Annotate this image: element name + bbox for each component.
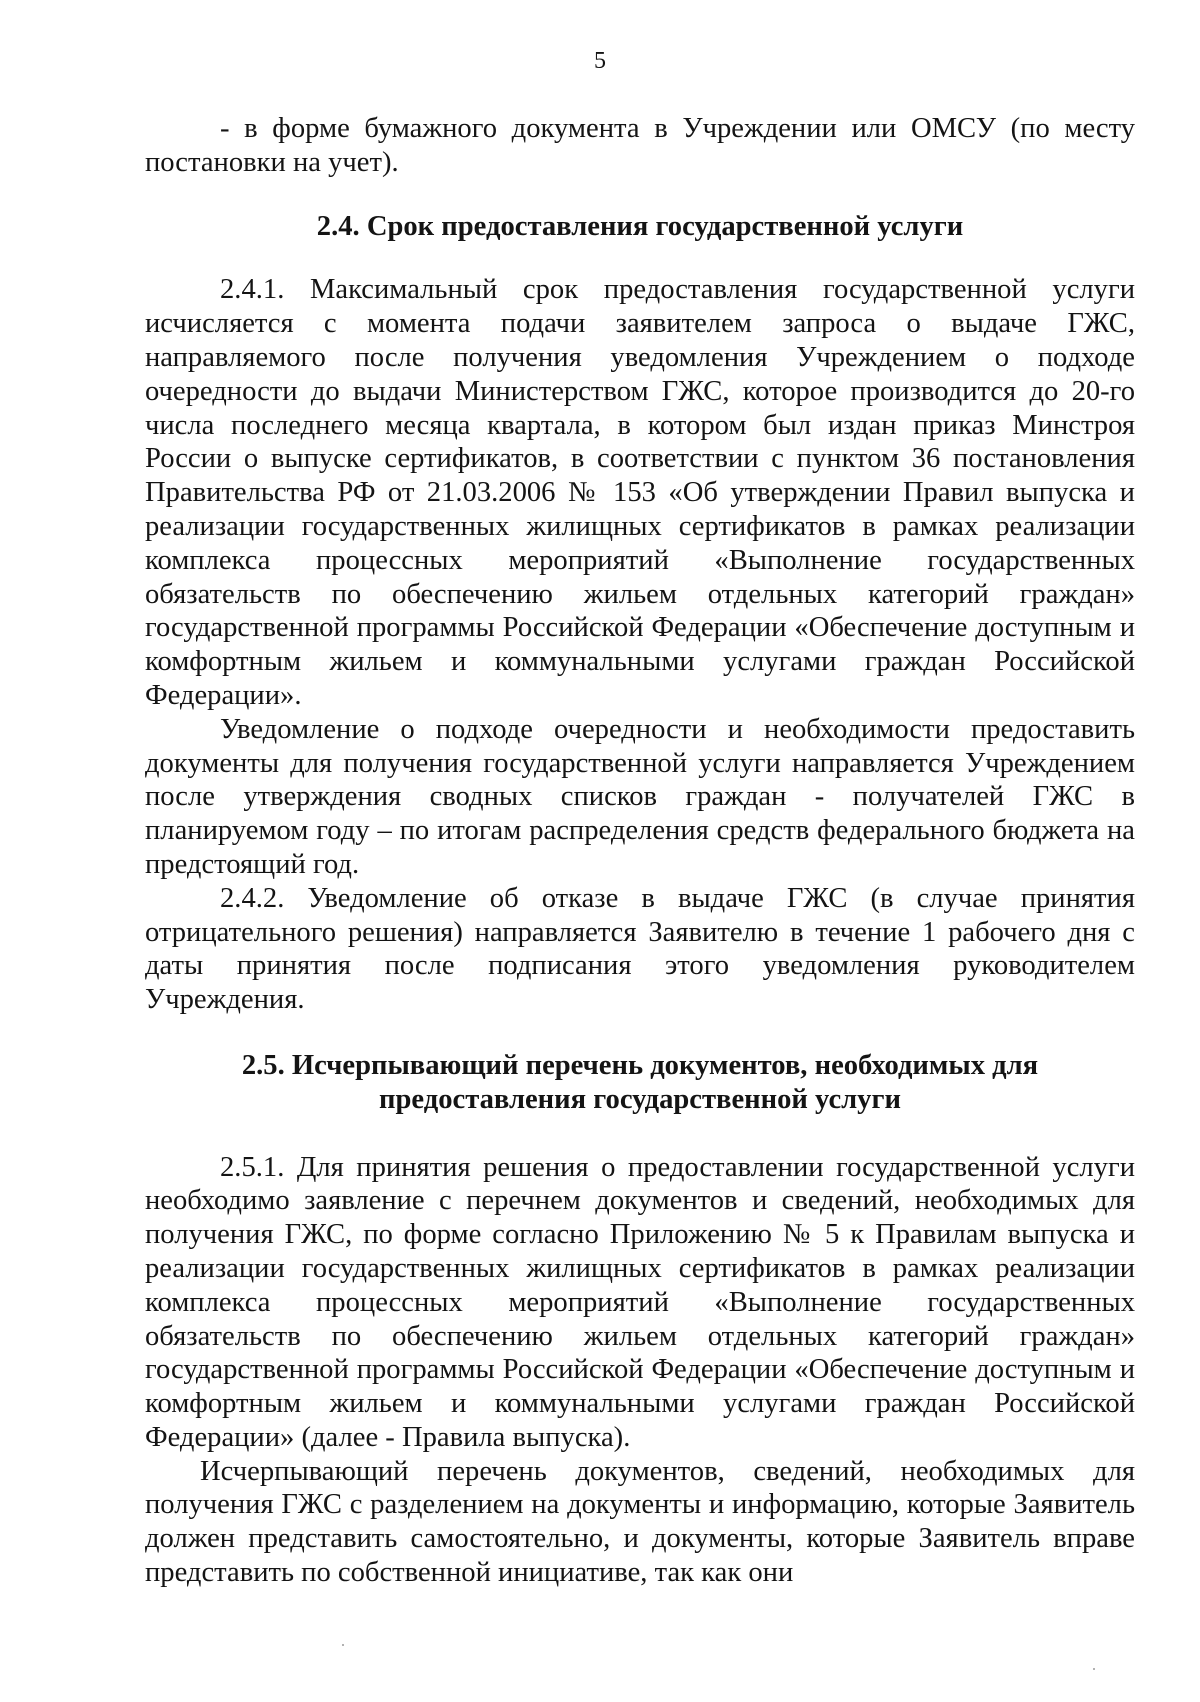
spacer — [145, 1117, 1135, 1151]
document-body — [145, 112, 1135, 1590]
paragraph-2-4-2: 2.4.2. Уведомление об отказе в выдаче ГЖС (в случае принятия отрицательного решения) направляется Заявителю в течение 1 рабочего дня с даты принятия после подписания этого уведомления руководителем Учреждения. — [145, 882, 1135, 1016]
spacer — [145, 180, 1135, 210]
page-number: 5 — [594, 48, 606, 74]
section-heading-2-5-line1: 2.5. Исчерпывающий перечень документов, необходимых для — [241, 1049, 1039, 1081]
section-heading-2-4: 2.4. Срок предоставления государственной услуги — [316, 210, 964, 242]
section-heading-2-5-line2: предоставления государственной услуги — [379, 1083, 901, 1115]
spacer — [145, 1017, 1135, 1049]
spacer — [145, 243, 1135, 273]
paragraph-2-4-1: 2.4.1. Максимальный срок предоставления государственной услуги исчисляется с момента подачи заявителем запроса о выдаче ГЖС, направляемого после получения уведомления Учреждением о подходе очередности до выдачи Министерством ГЖС, которое производится до 20-го числа последнего месяца квартала, в котором был издан приказ Минстроя России о выпуске сертификатов, в соответствии с пунктом 36 постановления Правительства РФ от 21.03.2006 № 153 «Об утверждении Правил выпуска и реализации государственных жилищных сертификатов в рамках реализации комплекса процессных мероприятий «Выполнение государственных обязательств по обеспечению жильем отдельных категорий граждан» государственной программы Российской Федерации «Обеспечение доступным и комфортным жильем и коммунальными услугами граждан Российской Федерации». — [145, 274, 1135, 711]
paragraph-notice: Уведомление о подходе очередности и необходимости предоставить документы для получения государственной услуги направляется Учреждением после утверждения сводных списков граждан - получателей ГЖС в планируемом году – по итогам распределения средств федерального бюджета на предстоящий год. — [145, 713, 1135, 880]
paragraph-2-5-1: 2.5.1. Для принятия решения о предоставлении государственной услуги необходимо заявление с перечнем документов и сведений, необходимых для получения ГЖС, по форме согласно Приложению № 5 к Правилам выпуска и реализации государственных жилищных сертификатов в рамках реализации комплекса процессных мероприятий «Выполнение государственных обязательств по обеспечению жильем отдельных категорий граждан» государственной программы Российской Федерации «Обеспечение доступным и комфортным жильем и коммунальными услугами граждан Российской Федерации» (далее - Правила выпуска). — [145, 1151, 1135, 1453]
paragraph-intro: - в форме бумажного документа в Учреждении или ОМСУ (по месту постановки на учет). — [145, 113, 1135, 178]
scan-speck — [342, 1644, 344, 1646]
scan-speck — [1093, 1668, 1095, 1670]
paragraph-exhaustive-list: Исчерпывающий перечень документов, сведений, необходимых для получения ГЖС с разделением на документы и информацию, которые Заявитель должен представить самостоятельно, и документы, которые Заявитель вправе представить по собственной инициативе, так как они — [145, 1455, 1135, 1589]
section-heading-2-5 — [145, 1049, 1135, 1117]
